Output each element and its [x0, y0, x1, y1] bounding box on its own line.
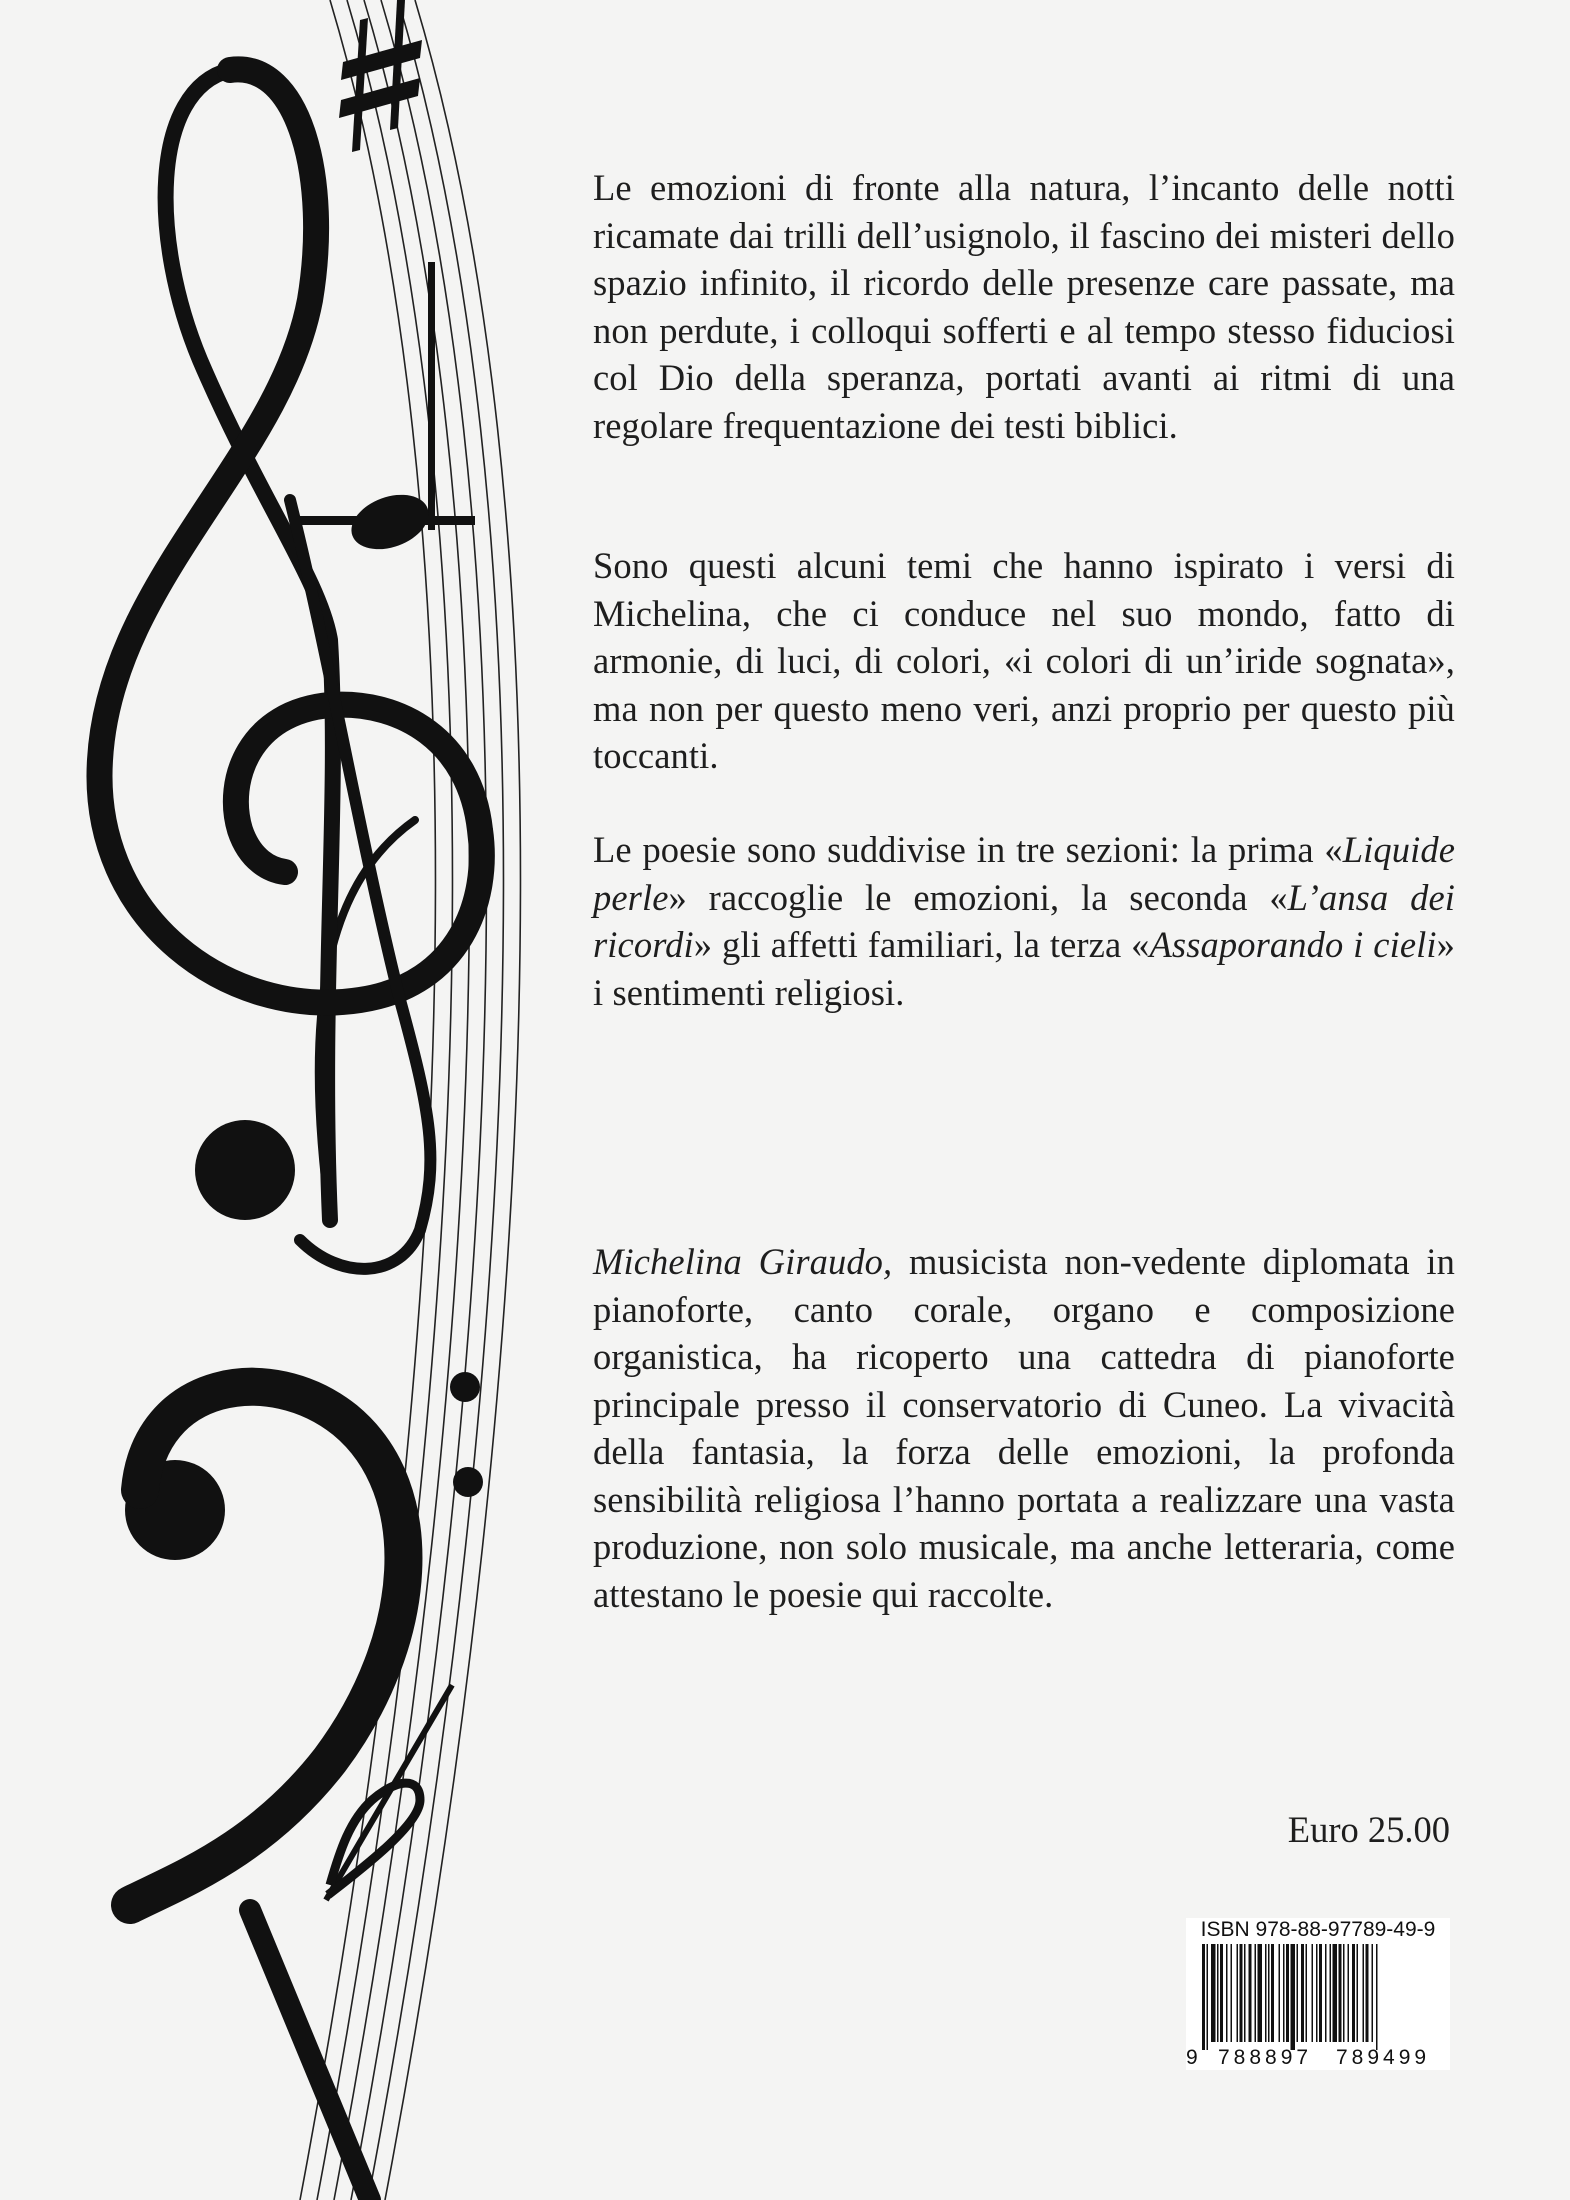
barcode-bar [1312, 1944, 1314, 2042]
barcode-bar [1265, 1944, 1267, 2042]
blurb-paragraph-2 [593, 542, 1455, 780]
barcode-bar [1220, 1944, 1223, 2042]
barcode-bar [1202, 1944, 1205, 2050]
blurb-paragraph-3-text [593, 826, 1455, 1016]
treble-clef-dot-icon [195, 1120, 295, 1220]
note-stem-icon [250, 1910, 370, 2200]
barcode-bar [1231, 1944, 1233, 2042]
barcode-bar [1271, 1944, 1274, 2042]
barcode-digits-left: 788897 [1218, 2046, 1313, 2069]
barcode-bar [1376, 1944, 1378, 2050]
price: Euro 25.00 [1287, 1809, 1450, 1850]
blurb-paragraph-1-text: Le emozioni di fronte alla natura, l’incanto delle notti ricamate dai trilli dell’usignolo, il fascino dei misteri dello spazio infinito, il ricordo delle presenze care passate, ma non perdute, i colloqui sofferti e al tempo stesso fiduciosi col Dio della speranza, portati avanti ai ritmi di una regolare frequentazione dei testi biblici. [593, 167, 1455, 446]
barcode-bar [1333, 1944, 1338, 2042]
barcode-bar [1283, 1944, 1285, 2042]
author-name: Michelina Giraudo, [593, 1241, 893, 1282]
barcode-bar [1316, 1944, 1318, 2042]
section-2-title: L’ansa dei ricordi [593, 876, 1455, 965]
barcode-bar [1255, 1944, 1257, 2042]
barcode-bar [1249, 1944, 1252, 2042]
section-3-desc: » i sentimenti religiosi. [593, 924, 1455, 1013]
barcode-bar [1207, 1944, 1209, 2050]
barcode-bar [1286, 1944, 1289, 2042]
barcode-bar [1291, 1944, 1296, 2050]
barcode-bar [1240, 1944, 1243, 2042]
barcode-bar [1366, 1944, 1369, 2042]
author-bio [593, 1238, 1455, 1618]
barcode-bar [1268, 1944, 1270, 2042]
sections-intro: Le poesie sono suddivise in tre sezioni: la prima « [593, 829, 1343, 870]
blurb-paragraph-2-text: Sono questi alcuni temi che hanno ispirato i versi di Michelina, che ci conduce nel suo mondo, fatto di armonie, di luci, di colori, «i colori di un’iride sognata», ma non per questo meno veri, anzi proprio per questo più toccanti. [593, 545, 1455, 776]
barcode-bar [1339, 1944, 1342, 2042]
author-bio-text [593, 1238, 1455, 1618]
barcode-bar [1244, 1944, 1246, 2042]
barcode-bar [1352, 1944, 1355, 2042]
barcode-bar [1258, 1944, 1263, 2042]
blurb-paragraph-3 [593, 826, 1455, 1016]
barcode-bar [1330, 1944, 1332, 2042]
barcode-digit-first: 9 [1186, 2046, 1198, 2069]
barcode-bar [1301, 1944, 1304, 2042]
isbn-label: ISBN 978-88-97789-49-9 [1200, 1918, 1436, 1941]
author-bio-body: musicista non-vedente diplomata in pianoforte, canto corale, organo e composizione organistica, ha ricoperto una cattedra di pianoforte principale presso il conservatorio di Cuneo. La vivacità della fantasia, la forza delle emozioni, la profonda sensibilità religiosa l’hanno portata a realizzare una vasta produzione, non solo musicale, ma anche letteraria, come attestano le poesie qui raccolte. [593, 1241, 1456, 1615]
isbn-barcode [1186, 1918, 1450, 2070]
barcode-bar [1343, 1944, 1345, 2042]
section-2-desc: » gli affetti familiari, la terza « [693, 924, 1150, 965]
barcode-bar [1217, 1944, 1219, 2042]
barcode-bar [1279, 1944, 1281, 2042]
barcode-bar [1348, 1944, 1350, 2042]
barcode-bar [1306, 1944, 1308, 2042]
barcode-bar [1372, 1944, 1374, 2042]
barcode-bar [1363, 1944, 1365, 2042]
barcode-bar [1237, 1944, 1239, 2042]
blurb-paragraph-1 [593, 164, 1455, 449]
barcode-bar [1319, 1944, 1322, 2042]
section-1-title: Liquide perle [593, 829, 1455, 918]
bass-clef-icon [125, 1372, 483, 1905]
barcode-bar [1325, 1944, 1327, 2042]
barcode-bar [1226, 1944, 1228, 2042]
treble-clef-icon [99, 69, 481, 1268]
barcode-digits-right: 789499 [1336, 2046, 1431, 2069]
barcode-bars [1188, 1944, 1448, 2050]
barcode-bar [1297, 1944, 1299, 2042]
section-3-title: Assaporando i cieli [1149, 924, 1437, 965]
section-1-desc: » raccoglie le emozioni, la seconda « [668, 876, 1288, 918]
barcode-bar [1211, 1944, 1216, 2042]
barcode-bar [1357, 1944, 1359, 2042]
